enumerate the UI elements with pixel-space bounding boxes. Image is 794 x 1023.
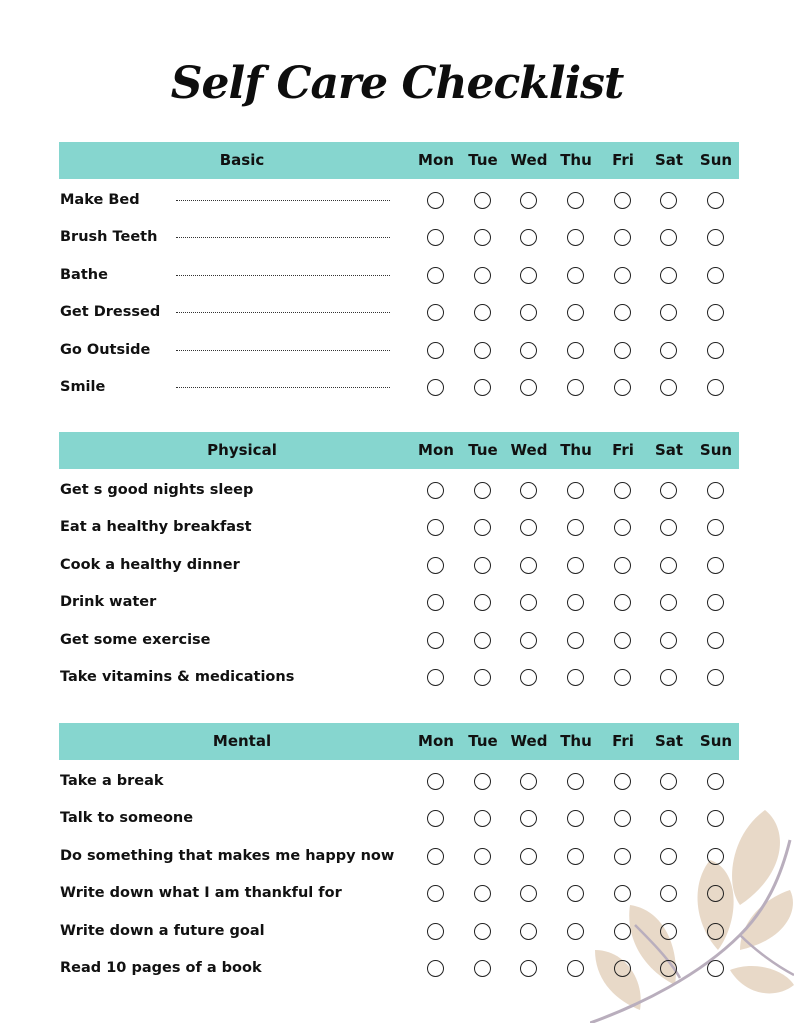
checkbox-tue[interactable]: [474, 923, 491, 940]
checkbox-sat[interactable]: [660, 669, 677, 686]
checkbox-thu[interactable]: [567, 848, 584, 865]
checkbox-mon[interactable]: [427, 669, 444, 686]
checkbox-mon[interactable]: [427, 267, 444, 284]
checkbox-wed[interactable]: [520, 594, 537, 611]
checkbox-fri[interactable]: [614, 304, 631, 321]
checkbox-tue[interactable]: [474, 773, 491, 790]
checklist-row: [59, 768, 739, 805]
checkbox-tue[interactable]: [474, 519, 491, 536]
checkbox-sat[interactable]: [660, 810, 677, 827]
checkbox-mon[interactable]: [427, 773, 444, 790]
checklist-row: [59, 187, 739, 224]
checkbox-thu[interactable]: [567, 519, 584, 536]
checkbox-tue[interactable]: [474, 192, 491, 209]
checkbox-sun[interactable]: [707, 557, 724, 574]
checklist-row: [59, 477, 739, 514]
task-label: Take a break: [60, 773, 164, 789]
dotted-line: [176, 387, 390, 388]
checklist-row: [59, 627, 739, 664]
checkbox-mon[interactable]: [427, 923, 444, 940]
section-title: Mental: [212, 732, 272, 750]
checkbox-sat[interactable]: [660, 192, 677, 209]
checkbox-mon[interactable]: [427, 482, 444, 499]
checkbox-sun[interactable]: [707, 960, 724, 977]
checkbox-wed[interactable]: [520, 810, 537, 827]
checkbox-sat[interactable]: [660, 267, 677, 284]
checkbox-wed[interactable]: [520, 229, 537, 246]
section-header: [59, 432, 739, 469]
checkbox-mon[interactable]: [427, 960, 444, 977]
checkbox-mon[interactable]: [427, 229, 444, 246]
day-header-sat: Sat: [654, 151, 684, 169]
checkbox-mon[interactable]: [427, 848, 444, 865]
checkbox-sat[interactable]: [660, 632, 677, 649]
checklist-row: [59, 918, 739, 955]
checkbox-tue[interactable]: [474, 304, 491, 321]
checkbox-tue[interactable]: [474, 810, 491, 827]
day-header-thu: Thu: [560, 151, 592, 169]
checkbox-thu[interactable]: [567, 557, 584, 574]
day-header-sun: Sun: [699, 151, 733, 169]
checkbox-thu[interactable]: [567, 923, 584, 940]
checkbox-mon[interactable]: [427, 519, 444, 536]
checklist-row: [59, 224, 739, 261]
checkbox-tue[interactable]: [474, 885, 491, 902]
checkbox-wed[interactable]: [520, 885, 537, 902]
day-header-mon: Mon: [418, 151, 454, 169]
checkbox-sat[interactable]: [660, 848, 677, 865]
checklist-row: [59, 262, 739, 299]
day-header-tue: Tue: [468, 732, 498, 750]
checkbox-sat[interactable]: [660, 482, 677, 499]
checkbox-wed[interactable]: [520, 482, 537, 499]
checkbox-mon[interactable]: [427, 632, 444, 649]
checkbox-wed[interactable]: [520, 267, 537, 284]
checkbox-sun[interactable]: [707, 594, 724, 611]
checkbox-wed[interactable]: [520, 519, 537, 536]
day-header-wed: Wed: [510, 732, 548, 750]
checklist-row: [59, 664, 739, 701]
checkbox-sun[interactable]: [707, 923, 724, 940]
checkbox-thu[interactable]: [567, 342, 584, 359]
task-label: Eat a healthy breakfast: [60, 519, 252, 536]
checkbox-wed[interactable]: [520, 773, 537, 790]
checkbox-fri[interactable]: [614, 773, 631, 790]
checkbox-mon[interactable]: [427, 594, 444, 611]
checkbox-sat[interactable]: [660, 379, 677, 396]
task-label: Drink water: [60, 594, 157, 611]
checkbox-fri[interactable]: [614, 482, 631, 499]
day-header-fri: Fri: [612, 732, 634, 750]
checkbox-mon[interactable]: [427, 379, 444, 396]
task-label: Smile: [60, 378, 106, 395]
task-label: Cook a healthy dinner: [60, 556, 240, 573]
checkbox-sun[interactable]: [707, 773, 724, 790]
day-header-tue: Tue: [468, 151, 498, 169]
checkbox-sun[interactable]: [707, 810, 724, 827]
checkbox-fri[interactable]: [614, 229, 631, 246]
section-physical: [59, 432, 739, 701]
checkbox-fri[interactable]: [614, 632, 631, 649]
task-label: Get Dressed: [60, 304, 161, 321]
checkbox-sun[interactable]: [707, 848, 724, 865]
checkbox-fri[interactable]: [614, 960, 631, 977]
checkbox-tue[interactable]: [474, 379, 491, 396]
day-header-tue: Tue: [468, 441, 498, 459]
checklist-row: [59, 955, 739, 992]
checkbox-fri[interactable]: [614, 557, 631, 574]
checkbox-mon[interactable]: [427, 304, 444, 321]
checkbox-fri[interactable]: [614, 342, 631, 359]
checkbox-sat[interactable]: [660, 557, 677, 574]
day-header-sun: Sun: [699, 441, 733, 459]
day-header-sat: Sat: [654, 441, 684, 459]
checkbox-tue[interactable]: [474, 594, 491, 611]
checkbox-sun[interactable]: [707, 192, 724, 209]
checkbox-sat[interactable]: [660, 229, 677, 246]
checkbox-tue[interactable]: [474, 848, 491, 865]
task-label: Do something that makes me happy now: [60, 847, 395, 864]
checkbox-sun[interactable]: [707, 267, 724, 284]
task-label: Write down what I am thankful for: [60, 885, 342, 902]
checkbox-sat[interactable]: [660, 885, 677, 902]
day-header-mon: Mon: [418, 441, 454, 459]
checkbox-wed[interactable]: [520, 342, 537, 359]
checkbox-fri[interactable]: [614, 669, 631, 686]
checkbox-fri[interactable]: [614, 379, 631, 396]
checkbox-tue[interactable]: [474, 482, 491, 499]
dotted-line: [176, 312, 390, 313]
dotted-line: [176, 200, 390, 201]
checkbox-tue[interactable]: [474, 342, 491, 359]
checkbox-mon[interactable]: [427, 192, 444, 209]
dotted-line: [176, 237, 390, 238]
section-mental: [59, 723, 739, 992]
checkbox-mon[interactable]: [427, 342, 444, 359]
checkbox-sun[interactable]: [707, 229, 724, 246]
checkbox-fri[interactable]: [614, 848, 631, 865]
task-label: Talk to someone: [60, 810, 194, 827]
checkbox-mon[interactable]: [427, 557, 444, 574]
section-header: [59, 723, 739, 760]
checkbox-fri[interactable]: [614, 810, 631, 827]
checkbox-tue[interactable]: [474, 267, 491, 284]
task-label: Bathe: [60, 266, 108, 283]
day-header-fri: Fri: [612, 441, 634, 459]
checkbox-thu[interactable]: [567, 632, 584, 649]
checklist-row: [59, 880, 739, 917]
checkbox-thu[interactable]: [567, 594, 584, 611]
day-header-fri: Fri: [612, 151, 634, 169]
checkbox-fri[interactable]: [614, 885, 631, 902]
day-header-thu: Thu: [560, 732, 592, 750]
checkbox-sat[interactable]: [660, 304, 677, 321]
checkbox-sun[interactable]: [707, 669, 724, 686]
checkbox-tue[interactable]: [474, 632, 491, 649]
checkbox-wed[interactable]: [520, 632, 537, 649]
checkbox-sun[interactable]: [707, 342, 724, 359]
dotted-line: [176, 350, 390, 351]
checkbox-wed[interactable]: [520, 304, 537, 321]
checkbox-tue[interactable]: [474, 557, 491, 574]
day-header-mon: Mon: [418, 732, 454, 750]
checklist-row: [59, 805, 739, 842]
task-label: Go Outside: [60, 341, 151, 358]
checkbox-sat[interactable]: [660, 594, 677, 611]
checkbox-wed[interactable]: [520, 960, 537, 977]
section-header: [59, 142, 739, 179]
checklist-row: [59, 337, 739, 374]
checkbox-thu[interactable]: [567, 379, 584, 396]
checkbox-thu[interactable]: [567, 885, 584, 902]
checklist-row: [59, 374, 739, 411]
day-header-wed: Wed: [510, 151, 548, 169]
checkbox-tue[interactable]: [474, 229, 491, 246]
checkbox-mon[interactable]: [427, 810, 444, 827]
checkbox-fri[interactable]: [614, 519, 631, 536]
section-title: Basic: [219, 151, 265, 169]
checkbox-sun[interactable]: [707, 482, 724, 499]
checkbox-sat[interactable]: [660, 519, 677, 536]
checkbox-fri[interactable]: [614, 594, 631, 611]
checklist-row: [59, 514, 739, 551]
checkbox-sat[interactable]: [660, 960, 677, 977]
checkbox-sun[interactable]: [707, 632, 724, 649]
checkbox-sun[interactable]: [707, 379, 724, 396]
day-header-sat: Sat: [654, 732, 684, 750]
checkbox-tue[interactable]: [474, 960, 491, 977]
checkbox-tue[interactable]: [474, 669, 491, 686]
task-label: Read 10 pages of a book: [60, 959, 262, 976]
checkbox-sat[interactable]: [660, 923, 677, 940]
checkbox-fri[interactable]: [614, 267, 631, 284]
day-header-wed: Wed: [510, 441, 548, 459]
page-title: Self Care Checklist: [170, 58, 624, 109]
day-header-sun: Sun: [699, 732, 733, 750]
checkbox-sun[interactable]: [707, 519, 724, 536]
checkbox-sat[interactable]: [660, 773, 677, 790]
checkbox-thu[interactable]: [567, 773, 584, 790]
dotted-line: [176, 275, 390, 276]
checkbox-thu[interactable]: [567, 192, 584, 209]
checkbox-wed[interactable]: [520, 192, 537, 209]
checklist-row: [59, 552, 739, 589]
checkbox-sun[interactable]: [707, 885, 724, 902]
checkbox-wed[interactable]: [520, 379, 537, 396]
task-label: Write down a future goal: [60, 922, 265, 939]
checklist-row: [59, 589, 739, 626]
checkbox-mon[interactable]: [427, 885, 444, 902]
checkbox-wed[interactable]: [520, 923, 537, 940]
checkbox-sat[interactable]: [660, 342, 677, 359]
task-label: Make Bed: [60, 192, 140, 208]
checkbox-fri[interactable]: [614, 923, 631, 940]
task-label: Get s good nights sleep: [60, 482, 254, 498]
task-label: Get some exercise: [60, 631, 211, 648]
checklist-row: [59, 843, 739, 880]
checkbox-thu[interactable]: [567, 669, 584, 686]
checkbox-thu[interactable]: [567, 482, 584, 499]
checkbox-wed[interactable]: [520, 669, 537, 686]
checkbox-thu[interactable]: [567, 304, 584, 321]
checkbox-wed[interactable]: [520, 848, 537, 865]
checkbox-fri[interactable]: [614, 192, 631, 209]
checkbox-thu[interactable]: [567, 960, 584, 977]
checkbox-thu[interactable]: [567, 229, 584, 246]
checkbox-wed[interactable]: [520, 557, 537, 574]
task-label: Brush Teeth: [60, 229, 158, 246]
section-title: Physical: [207, 441, 277, 459]
checkbox-thu[interactable]: [567, 267, 584, 284]
day-header-thu: Thu: [560, 441, 592, 459]
checkbox-sun[interactable]: [707, 304, 724, 321]
checklist-row: [59, 299, 739, 336]
section-basic: [59, 142, 739, 411]
checkbox-thu[interactable]: [567, 810, 584, 827]
task-label: Take vitamins & medications: [60, 668, 295, 685]
